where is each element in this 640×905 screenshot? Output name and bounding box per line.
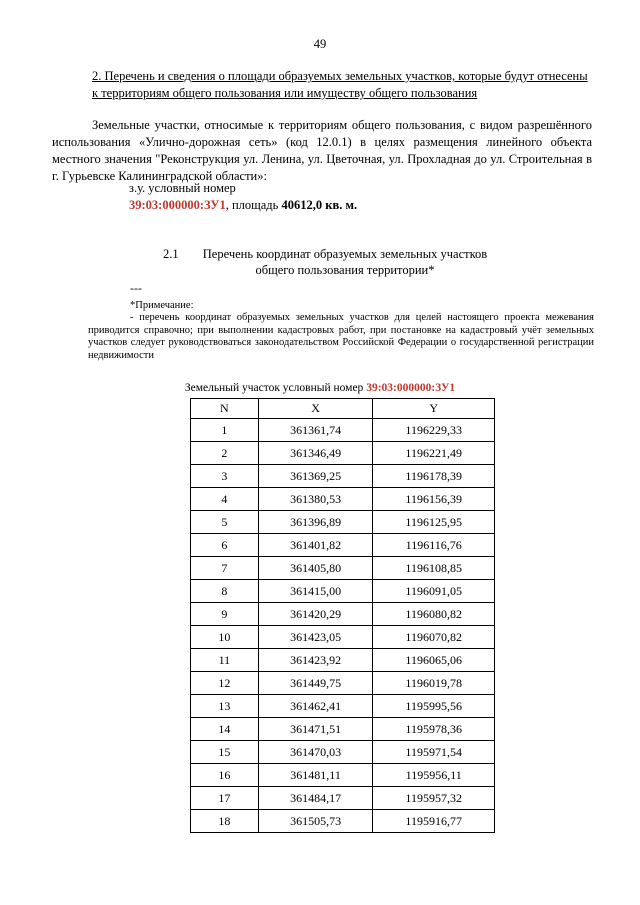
cell-n: 1 bbox=[191, 419, 259, 442]
area-prefix: , площадь bbox=[225, 198, 282, 212]
cell-y: 1196091,05 bbox=[373, 580, 495, 603]
table-row bbox=[191, 787, 495, 810]
cell-y: 1195978,36 bbox=[373, 718, 495, 741]
cell-n: 9 bbox=[191, 603, 259, 626]
table-caption bbox=[0, 382, 640, 394]
cell-y: 1195971,54 bbox=[373, 741, 495, 764]
cell-n: 17 bbox=[191, 787, 259, 810]
intro-paragraph: Земельные участки, относимые к территориям общего пользования, с видом разрешённого использования «Улично-дорожная сеть» (код 12.0.1) в целях размещения линейного объекта местного значения "Реконструкция ул. Ленина, ул. Цветочная, ул. Прохладная до ул. Строительная в г. Гурьевске Калининградской области»: bbox=[52, 118, 592, 183]
cell-x: 361369,25 bbox=[258, 465, 373, 488]
cell-x: 361346,49 bbox=[258, 442, 373, 465]
cell-y: 1195956,11 bbox=[373, 764, 495, 787]
table-caption-prefix: Земельный участок условный номер bbox=[184, 382, 367, 394]
parcel-area-line bbox=[129, 198, 357, 213]
cell-n: 16 bbox=[191, 764, 259, 787]
cell-x: 361471,51 bbox=[258, 718, 373, 741]
table-row bbox=[191, 626, 495, 649]
cell-n: 7 bbox=[191, 557, 259, 580]
subsection-number: 2.1 bbox=[163, 247, 179, 261]
cell-n: 10 bbox=[191, 626, 259, 649]
cell-n: 14 bbox=[191, 718, 259, 741]
table-row bbox=[191, 488, 495, 511]
cell-x: 361380,53 bbox=[258, 488, 373, 511]
cell-x: 361423,05 bbox=[258, 626, 373, 649]
cell-n: 12 bbox=[191, 672, 259, 695]
cell-x: 361420,29 bbox=[258, 603, 373, 626]
cell-x: 361423,92 bbox=[258, 649, 373, 672]
cell-y: 1195916,77 bbox=[373, 810, 495, 833]
table-row bbox=[191, 649, 495, 672]
table-row bbox=[191, 465, 495, 488]
table-row bbox=[191, 557, 495, 580]
cell-n: 2 bbox=[191, 442, 259, 465]
cell-x: 361401,82 bbox=[258, 534, 373, 557]
cell-y: 1196229,33 bbox=[373, 419, 495, 442]
cell-x: 361396,89 bbox=[258, 511, 373, 534]
cell-n: 11 bbox=[191, 649, 259, 672]
cell-n: 18 bbox=[191, 810, 259, 833]
note-title: *Примечание: bbox=[130, 300, 194, 311]
cell-n: 15 bbox=[191, 741, 259, 764]
subsection-title-line2: общего пользования территории* bbox=[255, 263, 435, 277]
header-n: N bbox=[191, 399, 259, 419]
subsection-heading bbox=[130, 246, 560, 278]
cell-n: 4 bbox=[191, 488, 259, 511]
cell-x: 361470,03 bbox=[258, 741, 373, 764]
table-row bbox=[191, 511, 495, 534]
cell-n: 5 bbox=[191, 511, 259, 534]
cell-n: 8 bbox=[191, 580, 259, 603]
table-row bbox=[191, 741, 495, 764]
cell-y: 1196156,39 bbox=[373, 488, 495, 511]
table-row bbox=[191, 603, 495, 626]
separator: --- bbox=[130, 281, 142, 295]
cell-y: 1196065,06 bbox=[373, 649, 495, 672]
conditional-number-label: з.у. условный номер bbox=[129, 181, 236, 195]
cell-n: 3 bbox=[191, 465, 259, 488]
section-heading: 2. Перечень и сведения о площади образуемых земельных участков, которые будут отнесены к территориям общего пользования или имуществу общего пользования bbox=[92, 69, 588, 100]
cell-x: 361462,41 bbox=[258, 695, 373, 718]
table-row bbox=[191, 810, 495, 833]
cell-y: 1196019,78 bbox=[373, 672, 495, 695]
cell-y: 1195957,32 bbox=[373, 787, 495, 810]
cell-x: 361484,17 bbox=[258, 787, 373, 810]
cell-y: 1196178,39 bbox=[373, 465, 495, 488]
cell-n: 13 bbox=[191, 695, 259, 718]
subsection-title-line1: Перечень координат образуемых земельных участков bbox=[202, 247, 488, 261]
cell-x: 361481,11 bbox=[258, 764, 373, 787]
table-row bbox=[191, 764, 495, 787]
cell-n: 6 bbox=[191, 534, 259, 557]
cell-x: 361405,80 bbox=[258, 557, 373, 580]
cell-y: 1196080,82 bbox=[373, 603, 495, 626]
header-x: X bbox=[258, 399, 373, 419]
cell-y: 1195995,56 bbox=[373, 695, 495, 718]
cell-x: 361415,00 bbox=[258, 580, 373, 603]
page-number: 49 bbox=[313, 37, 327, 51]
parcel-number: 39:03:000000:ЗУ1 bbox=[129, 198, 226, 212]
table-row bbox=[191, 534, 495, 557]
cell-x: 361361,74 bbox=[258, 419, 373, 442]
note-text: - перечень координат образуемых земельных участков для целей настоящего проекта межевания приводится справочно; при выполнении кадастровых работ, при постановке на кадастровый учёт земельных участков следует руководствоваться законодательством Российской Федерации о государственной регистрации недвижимости bbox=[88, 312, 594, 361]
cell-y: 1196221,49 bbox=[373, 442, 495, 465]
cell-x: 361449,75 bbox=[258, 672, 373, 695]
coordinates-table bbox=[190, 398, 495, 833]
area-value: 40612,0 кв. м. bbox=[281, 198, 358, 212]
cell-y: 1196108,85 bbox=[373, 557, 495, 580]
table-row bbox=[191, 442, 495, 465]
table-caption-number: 39:03:000000:ЗУ1 bbox=[366, 382, 456, 394]
table-row bbox=[191, 695, 495, 718]
cell-y: 1196070,82 bbox=[373, 626, 495, 649]
cell-y: 1196116,76 bbox=[373, 534, 495, 557]
table-row bbox=[191, 718, 495, 741]
cell-x: 361505,73 bbox=[258, 810, 373, 833]
table-row bbox=[191, 580, 495, 603]
table-header-row bbox=[191, 399, 495, 419]
header-y: Y bbox=[373, 399, 495, 419]
table-row bbox=[191, 672, 495, 695]
cell-y: 1196125,95 bbox=[373, 511, 495, 534]
table-row bbox=[191, 419, 495, 442]
